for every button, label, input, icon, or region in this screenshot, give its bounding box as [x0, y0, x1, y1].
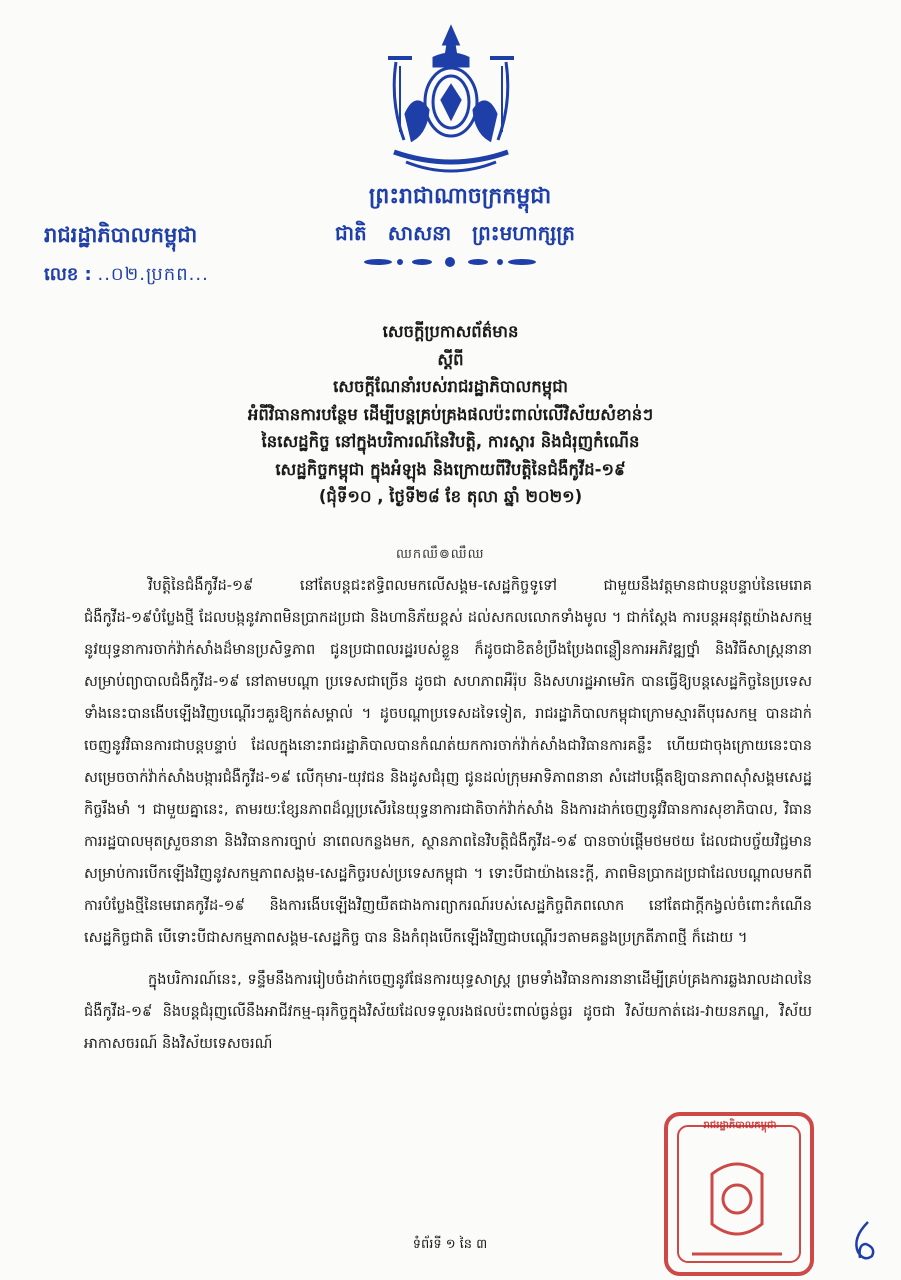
title-line-4: អំពីវិធានការបន្ថែម ដើម្បីបន្តគ្រប់គ្រងផលប៉ះពាល់លើវិស័យសំខាន់ៗ	[247, 404, 654, 424]
seal-inscription: រាជរដ្ឋាភិបាលកម្ពុជា	[703, 1120, 777, 1131]
kingdom-title: ព្រះរាជាណាចក្រកម្ពុជា	[368, 184, 552, 209]
paragraph-2: ក្នុងបរិការណ៍នេះ, ទន្ទឹមនឹងការរៀបចំដាក់ចេញនូវផែនការយុទ្ធសាស្ត្រ ព្រមទាំងវិធានការនានាដើម្បីគ្រប់គ្រងការឆ្លងរាលដាលនៃជំងឺកូវីដ-១៩ និងបន្តជំរុញលើនឹងអាជីវកម្ម-ធុរកិច្ចក្នុងវិស័យដែលទទួលរងផលប៉ះពាល់ធ្ងន់ធ្ងរ ដូចជា វិស័យកាត់ដេរ-វាយនភណ្ឌ, វិស័យអាកាសចរណ៍ និងវិស័យទេសចរណ៍	[84, 971, 812, 1052]
handwritten-initials-icon	[846, 1218, 880, 1266]
title-line-7: (ជុំទី១០ , ថ្ងៃទី២៨ ខែ តុលា ឆ្នាំ ២០២១)	[318, 487, 583, 506]
body-text	[84, 570, 812, 1060]
royal-emblem-icon	[376, 22, 526, 182]
title-line-5: នៃសេដ្ឋកិច្ច នៅក្នុងបរិការណ៍នៃវិបត្តិ, ការស្តារ និងជំរុញកំណើន	[261, 432, 640, 451]
issuing-authority: រាជរដ្ឋាភិបាលកម្ពុជា	[44, 223, 198, 247]
reference-label: លេខ :	[44, 264, 92, 285]
title-block	[120, 318, 781, 511]
national-motto: ជាតិ សាសនា ព្រះមហាក្សត្រ	[335, 221, 575, 245]
title-line-6: សេដ្ឋកិច្ចកម្ពុជា ក្នុងអំឡុង និងក្រោយពីវិបត្តិនៃជំងឺកូវីដ-១៩	[275, 459, 626, 479]
paragraph-1: វិបត្តិនៃជំងឺកូវីដ-១៩ នៅតែបន្តជះឥទ្ធិពលមកលើសង្គម-សេដ្ឋកិច្ចទូទៅ ជាមួយនឹងវត្តមានជាបន្តបន្ទាប់នៃមេរោគជំងឺកូវីដ-១៩បំប្លែងថ្មី ដែលបង្កនូវភាពមិនប្រាកដប្រជា និងហានិភ័យខ្ពស់ ដល់សកលលោកទាំងមូល ។ ជាក់ស្តែង ការបន្តអនុវត្តយ៉ាងសកម្មនូវយុទ្ធនាការចាក់វ៉ាក់សាំងដ៏មានប្រសិទ្ធភាព ជូនប្រជាពលរដ្ឋរបស់ខ្លួន ក៏ដូចជាខិតខំប្រឹងប្រែងពន្លឿនការអភិវឌ្ឍថ្នាំ និងវិធីសាស្ត្រនានាសម្រាប់ព្យាបាលជំងឺកូវីដ-១៩ នៅតាមបណ្តា ប្រទេសជាច្រើន ដូចជា សហភាពអឺរ៉ុប និងសហរដ្ឋអាមេរិក បានធ្វើឱ្យបន្តសេដ្ឋកិច្ចនៃប្រទេសទាំងនេះបានងើបឡើងវិញបណ្តើរៗគួរឱ្យកត់សម្គាល់ ។ ដូចបណ្តាប្រទេសដទៃទៀត, រាជរដ្ឋាភិបាលកម្ពុជាក្រោមស្មារតីបុរេសកម្ម បានដាក់ចេញនូវវិធានការជាបន្តបន្ទាប់ ដែលក្នុងនោះរាជរដ្ឋាភិបាលបានកំណត់យកការចាក់វ៉ាក់សាំងជាវិធានការគន្លឹះ ហើយជាចុងក្រោយនេះបានសម្រេចចាក់វ៉ាក់សាំងបង្ការជំងឺកូវីដ-១៩ លើកុមារ-យុវជន និងដូសជំរុញ ជូនដល់ក្រុមអាទិភាពនានា សំដៅបង្កើតឱ្យបានភាពស៊ាំសង្គមសេដ្ឋកិច្ចរឹងមាំ ។ ជាមួយគ្នានេះ, តាមរយៈខ្សែនភាពដ៏ល្អប្រសើរនៃយុទ្ធនាការជាតិចាក់វ៉ាក់សាំង និងការដាក់ចេញនូវវិធានការសុខាភិបាល, វិធានការរដ្ឋបាលមុតស្រួចនានា និងវិធានការច្បាប់ នាពេលកន្លងមក, ស្ថានភាពនៃវិបត្តិជំងឺកូវីដ-១៩ បានចាប់ផ្តើមថមថយ ដែលជាបច្ច័យវិជ្ជមានសម្រាប់ការបើកឡើងវិញនូវសកម្មភាពសង្គម-សេដ្ឋកិច្ចរបស់ប្រទេសកម្ពុជា ។ ទោះបីជាយ៉ាងនេះក្តី, ភាពមិនប្រាកដប្រជាដែលបណ្តាលមកពីការបំប្លែងថ្មីនៃមេរោគកូវីដ-១៩ និងការងើបឡើងវិញយឺតជាងការព្យាករណ៍របស់សេដ្ឋកិច្ចពិភពលោក នៅតែជាក្តីកង្វល់ចំពោះកំណើនសេដ្ឋកិច្ចជាតិ បើទោះបីជាសកម្មភាពសង្គម-សេដ្ឋកិច្ច បាន និងកំពុងបើកឡើងវិញជាបណ្តើរៗតាមគន្លងប្រក្រតីភាពថ្មី ក៏ដោយ ។	[84, 577, 812, 946]
reference-number	[44, 262, 209, 289]
title-line-1: សេចក្តីប្រកាសព័ត៌មាន	[382, 322, 519, 341]
reference-value: ..០២.ប្រកព...	[97, 264, 209, 285]
title-line-2: ស្តីពី	[437, 349, 464, 369]
ornament-flourish-icon	[360, 252, 540, 272]
title-line-3: សេចក្តីណែនាំរបស់រាជរដ្ឋាភិបាលកម្ពុជា	[333, 377, 568, 396]
page-number: ទំព័រទី ១ នៃ ៣	[412, 1237, 488, 1252]
section-divider: ឈកឈឹ៙ឈឹឈ	[396, 547, 485, 562]
